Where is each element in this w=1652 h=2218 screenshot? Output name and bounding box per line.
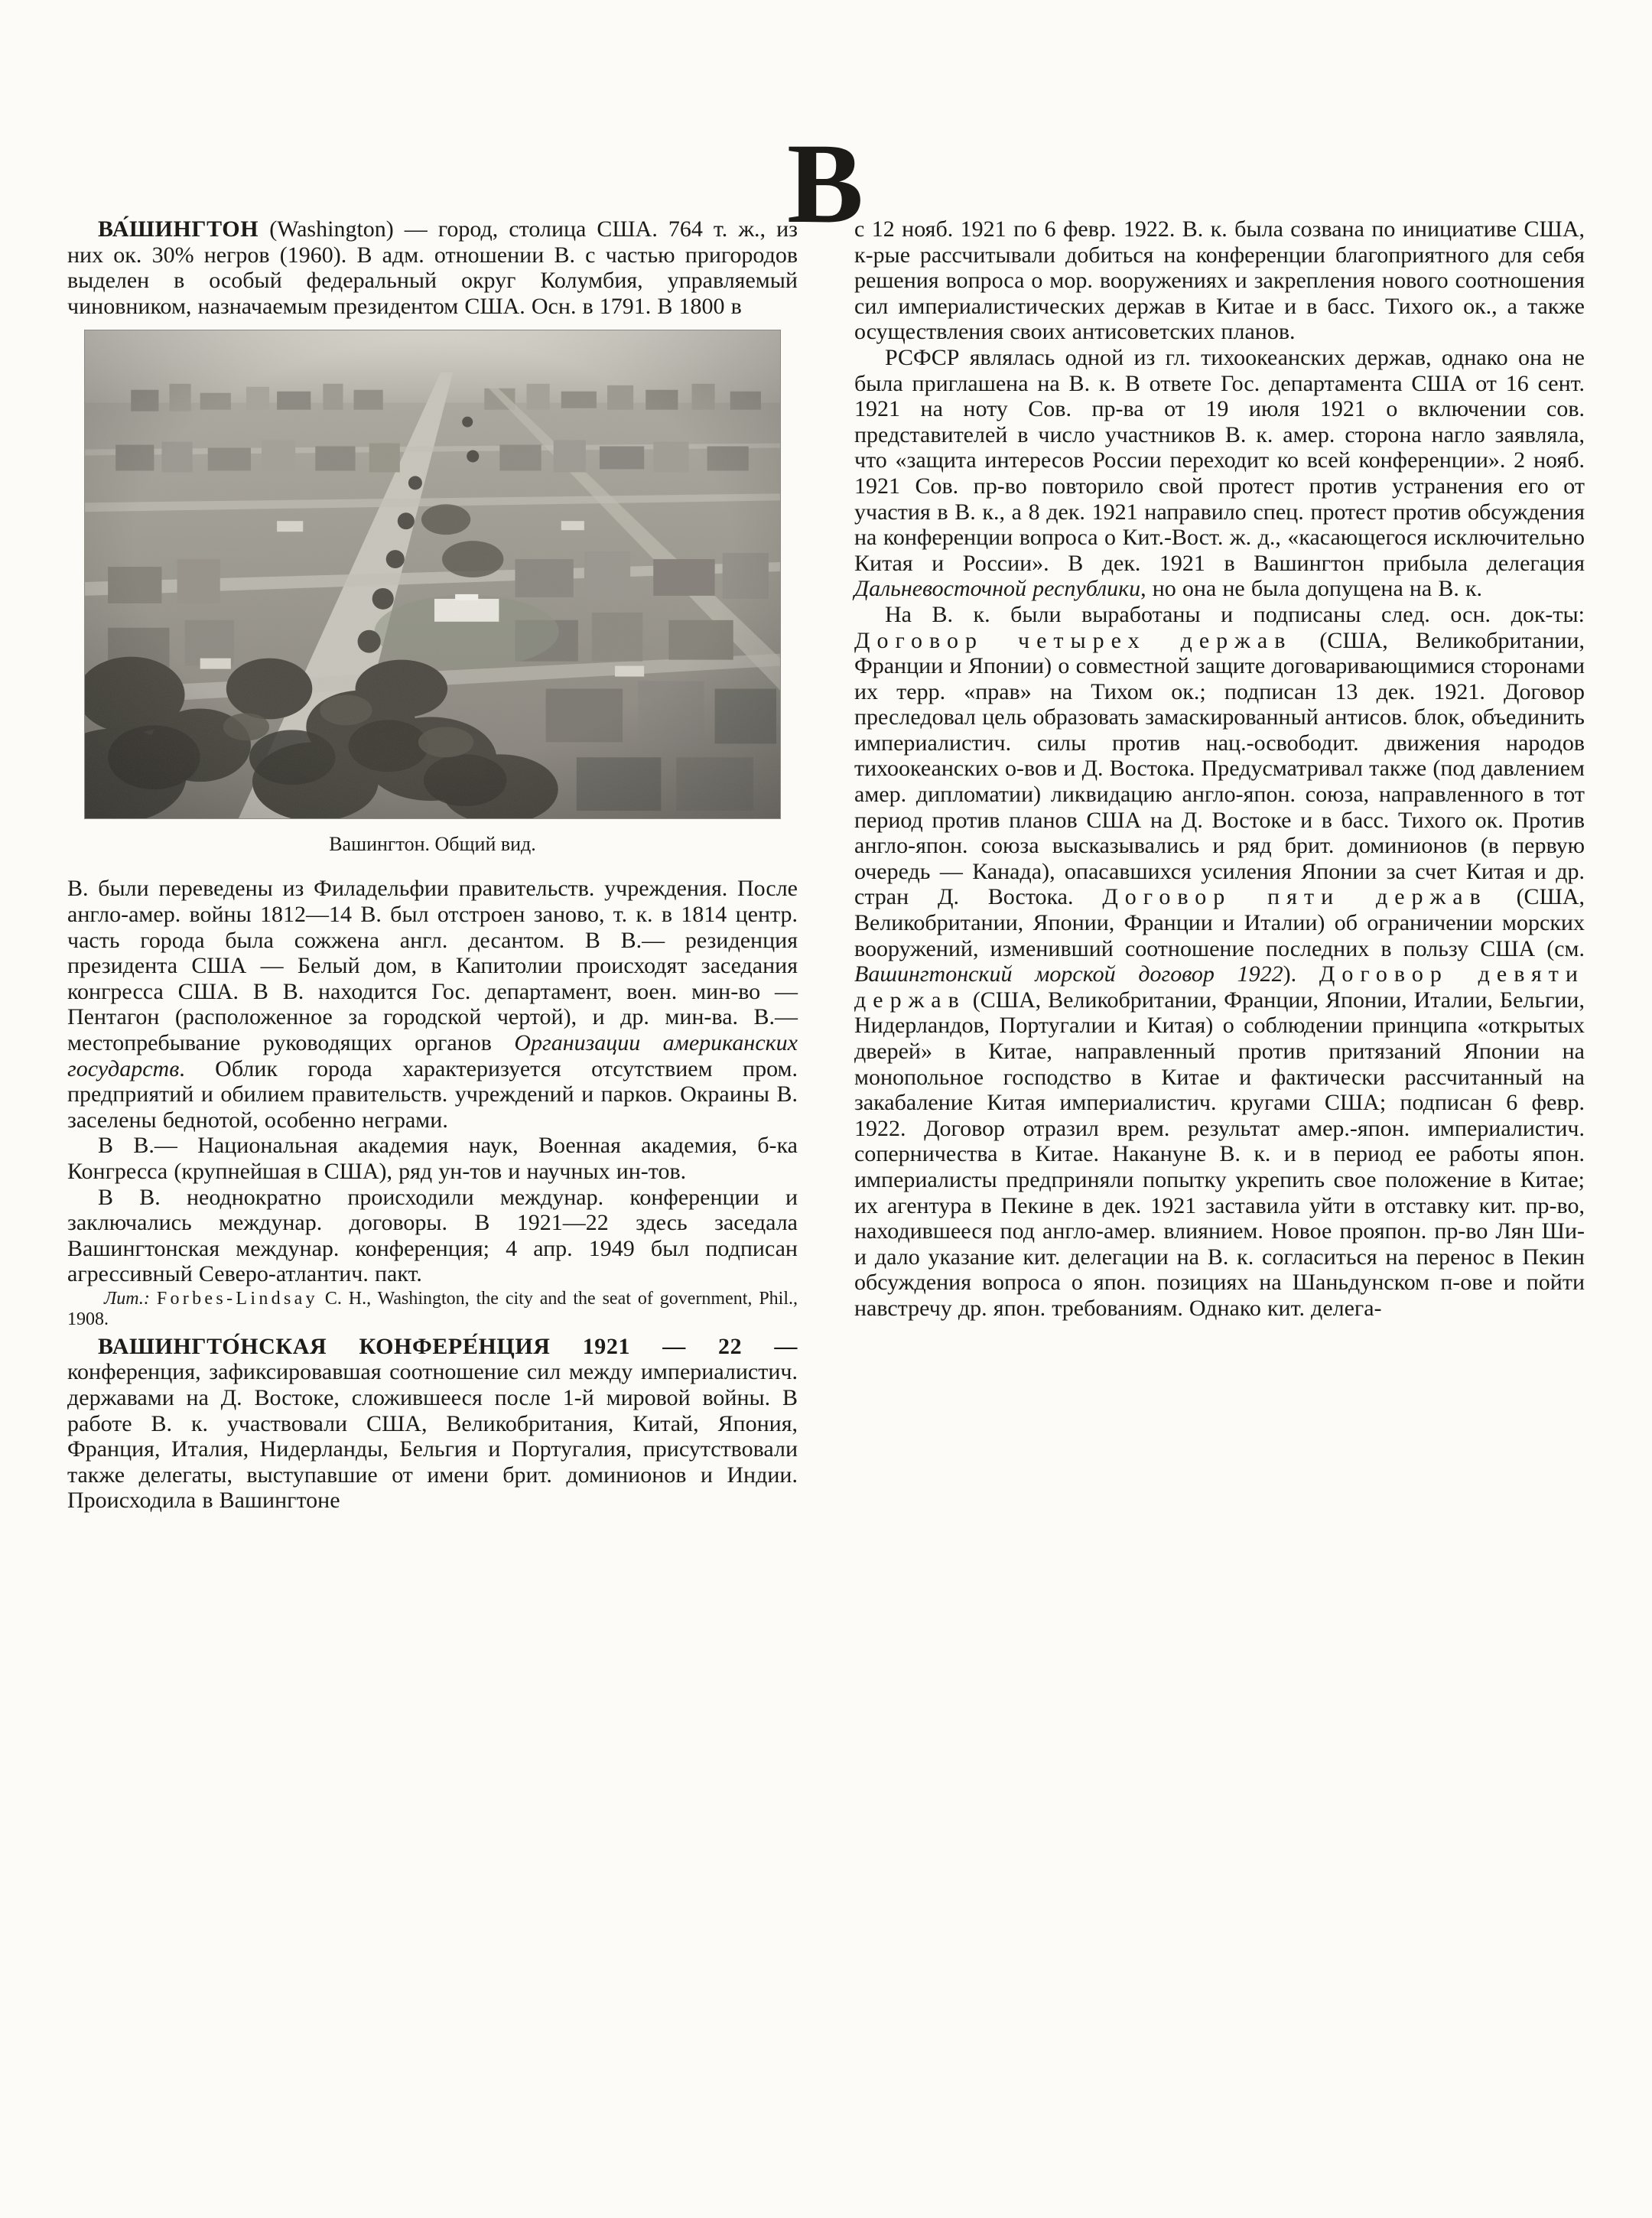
- text-segment: Договор девяти держав: [854, 961, 1585, 1013]
- washington-aerial-photo-image: [85, 330, 780, 818]
- entry-washington-paragraph: [67, 1133, 798, 1184]
- text-segment: C. H., Washington, the city and the seat of government, Phil., 1908.: [67, 1288, 798, 1330]
- washington-aerial-photo: [84, 330, 781, 819]
- text-segment: (США, Великобритании, Франции, Японии, Италии, Бельгии, Нидерландов, Португалии и Китая) о соблюдении принципа «открытых дверей» в Китае, направленный против притязаний Японии на монопольное господство в Китае и фактически рассчитанный на закабаление Китая империалистич. кругами США; подписан 6 февр. 1922. Договор отразил врем. результат амер.-япон. империалистич. соперничества в Китае. Накануне В. к. и в период ее работы япон. империалисты предприняли попытку укрепить свое положение в Китае; их агентура в Пекине в дек. 1921 заставила уйти в отставку кит. пр-во, находившееся под англо-амер. влиянием. Новое прояпон. пр-во Лян Ши-и дало указание кит. делегации на В. к. согласиться на перенос в Пекин обсуждения вопроса о япон. позициях на Шаньдунском п-ове и пойти навстречу др. япон. требованиям. Однако кит. делега-: [854, 987, 1585, 1321]
- entry-conference-lead-paragraph: [67, 1334, 798, 1514]
- entry-conference-lead-text: конференция, зафиксировавшая соотношение сил между империалистич. державами на Д. Востоке, сложившееся после 1-й мировой войны. В работе В. к. участвовали США, Великобритания, Китай, Япония, Франция, Италия, Нидерланды, Бельгия и Португалия, присутствовали также делегаты, выступавшие от имени брит. доминионов и Индии. Происходила в Вашингтоне: [67, 1359, 798, 1514]
- literature-reference: [67, 1289, 798, 1331]
- entry-washington-paragraph: [67, 1185, 798, 1287]
- text-segment: (США, Великобритании, Франции и Японии) о совместной защите договаривающимися сторонами их терр. «прав» на Тихом ок.; подписан 13 дек. 1921. Договор преследовал цель образовать замаскированный антисов. блок, объединить империалистич. силы против нац.-освободит. движения народов тихоокеанских о-вов и Д. Востока. Предусматривал также (под давлением амер. дипломатии) ликвидацию англо-япон. союза, направленного в тот период против планов США на Д. Востоке и в басс. Тихого ок. Против англо-япон. союза высказывались и ряд брит. доминионов (в первую очередь — Канада), опасавшихся усиления Японии за счет Китая и др. стран Д. Востока.: [854, 627, 1585, 910]
- text-segment: Дальневосточной республики: [854, 576, 1141, 602]
- entry-conference-paragraph: [854, 602, 1585, 1322]
- text-segment: с 12 нояб. 1921 по 6 февр. 1922. В. к. была созвана по инициативе США, к-рые рассчитывали добиться на конференции благоприятного для себя решения вопроса о мор. вооружениях и закрепления нового соотношения сил империалистических держав в Китае и в басс. Тихого ок., а также осуществления своих антисоветских планов.: [854, 216, 1585, 345]
- text-segment: РСФСР являлась одной из гл. тихоокеанских держав, однако она не была приглашена на В. к. В ответе Гос. департамента США от 16 сент. 1921 на ноту Сов. пр-ва от 19 июля 1921 о включении сов. представителей в число участников В. к. амер. сторона нагло заявляла, что «защита интересов России переходит ко всей конференции». 2 нояб. 1921 Сов. пр-во повторило свой протест против устранения его от участия в В. к., а 8 дек. 1921 направило спец. протест против обсуждения на конференции вопроса о Кит.-Вост. ж. д., «касающегося исключительно Китая и России». В дек. 1921 в Вашингтон прибыла делегация: [854, 344, 1585, 576]
- text-segment: Forbes-Lindsay: [156, 1288, 318, 1309]
- text-segment: , но она не была допущена на В. к.: [1140, 576, 1483, 602]
- right-column: [854, 216, 1585, 1514]
- two-column-layout: [67, 216, 1585, 1514]
- text-segment: В В. неоднократно происходили междунар. конференции и заключались междунар. договоры. В 1921—22 здесь заседала Вашингтонская междунар. конференция; 4 апр. 1949 был подписан агрессивный Северо-атлантич. пакт.: [67, 1184, 798, 1287]
- section-letter: В: [786, 120, 866, 247]
- entry-washington-paragraph: [67, 876, 798, 1133]
- text-segment: . Облик города характеризуется отсутствием пром. предприятий и обилием правительств. учреждений и парков. Окраины В. заселены беднотой, особенно неграми.: [67, 1055, 798, 1133]
- text-segment: В В.— Национальная академия наук, Военная академия, б-ка Конгресса (крупнейшая в США), ряд ун-тов и научных ин-тов.: [67, 1133, 798, 1184]
- text-segment: (США, Великобритании, Японии, Франции и Италии) об ограничении морских вооружений, изменивший соотношение последних в пользу США (см.: [854, 884, 1585, 961]
- text-segment: Лит.:: [104, 1288, 150, 1309]
- text-segment: Договор пяти держав: [1102, 884, 1488, 910]
- text-segment: На В. к. были выработаны и подписаны след. осн. док-ты:: [885, 601, 1585, 627]
- entry-conference-headword: ВАШИНГТО́НСКАЯ КОНФЕРЕ́НЦИЯ 1921 — 22 —: [98, 1333, 798, 1359]
- entry-washington-lead-text: (Washington) — город, столица США. 764 т. ж., из них ок. 30% негров (1960). В адм. отношении В. с частью пригородов выделен в особый федеральный округ Колумбия, управляемый чиновником, назначаемым президентом США. Осн. в 1791. В 1800 в: [67, 216, 798, 319]
- text-segment: Договор четырех держав: [854, 627, 1293, 653]
- text-segment: Вашингтонский морской договор 1922: [854, 961, 1283, 987]
- entry-washington-headword: ВА́ШИНГТОН: [98, 216, 259, 242]
- entry-conference-paragraph: [854, 345, 1585, 602]
- left-column: [67, 216, 798, 1514]
- text-segment: В. были переведены из Филадельфии правительств. учреждения. После англо-амер. войны 1812—14 В. был отстроен заново, т. к. в 1814 центр. часть города была сожжена англ. десантом. В В.— резиденция президента США — Белый дом, в Капитолии происходят заседания конгресса США. В В. находится Гос. департамент, воен. мин-во — Пентагон (расположенное за городской чертой), и др. мин-ва. В.— местопребывание руководящих органов: [67, 876, 798, 1055]
- text-segment: [150, 1289, 157, 1309]
- entry-washington-lead-paragraph: [67, 216, 798, 319]
- entry-conference-paragraph: [854, 216, 1585, 345]
- washington-photo-figure: [84, 330, 781, 856]
- photo-caption: Вашингтон. Общий вид.: [329, 833, 536, 856]
- text-segment: ).: [1283, 961, 1319, 987]
- text-segment: Организации американских государств: [67, 1029, 798, 1081]
